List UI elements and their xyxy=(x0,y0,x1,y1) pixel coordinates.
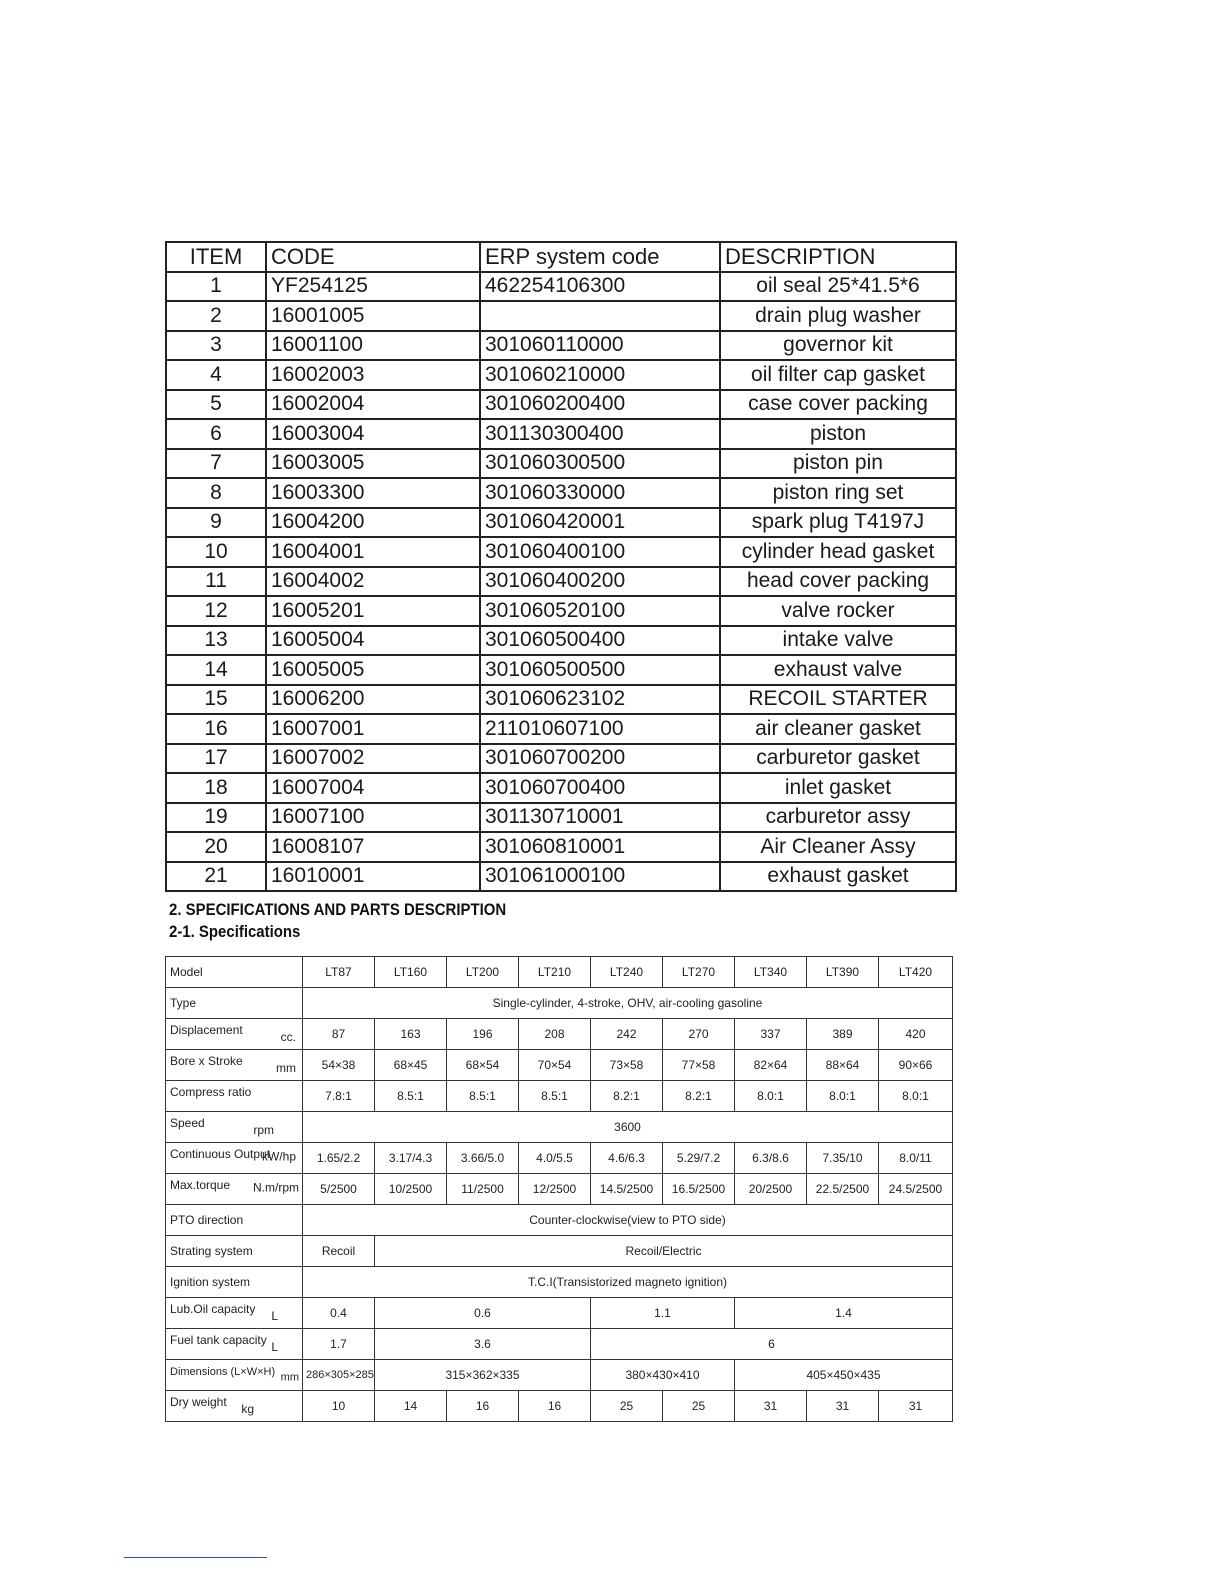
dry-weight-unit: kg xyxy=(241,1401,254,1416)
dimensions-cell: 380×430×410 xyxy=(591,1360,735,1391)
starting-system-cell: Recoil xyxy=(303,1236,375,1267)
code-cell: 16005004 xyxy=(266,626,480,656)
parts-table-header-row xyxy=(166,242,956,272)
erp-code-cell: 462254106300 xyxy=(480,272,720,302)
max-torque-cell: 22.5/2500 xyxy=(807,1174,879,1205)
code-cell: 16001005 xyxy=(266,301,480,331)
dry-weight-cell: 16 xyxy=(447,1391,519,1422)
parts-table-row xyxy=(166,832,956,862)
footnote-separator xyxy=(124,1557,267,1558)
spec-row-continuous-output xyxy=(166,1143,953,1174)
dimensions-name: Dimensions (L×W×H) xyxy=(170,1366,276,1378)
item-cell: 11 xyxy=(166,567,266,597)
dry-weight-label xyxy=(166,1391,303,1422)
description-cell: valve rocker xyxy=(720,596,956,626)
item-cell: 19 xyxy=(166,803,266,833)
fuel-tank-cell: 1.7 xyxy=(303,1329,375,1360)
bore-stroke-cell: 88×64 xyxy=(807,1050,879,1081)
bore-stroke-cell: 70×54 xyxy=(519,1050,591,1081)
lub-oil-cell: 1.1 xyxy=(591,1298,735,1329)
code-cell: 16007001 xyxy=(266,714,480,744)
dimensions-cell: 286×305×285 xyxy=(303,1360,375,1391)
spec-row-type xyxy=(166,988,953,1019)
code-cell: 16008107 xyxy=(266,832,480,862)
model-cell: LT240 xyxy=(591,957,663,988)
ignition-system-value: T.C.I(Transistorized magneto ignition) xyxy=(303,1267,953,1298)
spec-row-displacement xyxy=(166,1019,953,1050)
parts-table-row xyxy=(166,714,956,744)
compress-ratio-cell: 8.0:1 xyxy=(807,1081,879,1112)
type-value: Single-cylinder, 4-stroke, OHV, air-cooling gasoline xyxy=(303,988,953,1019)
description-cell: spark plug T4197J xyxy=(720,508,956,538)
parts-table-row xyxy=(166,508,956,538)
parts-table-row xyxy=(166,744,956,774)
erp-code-cell: 301060700400 xyxy=(480,773,720,803)
pto-direction-label: PTO direction xyxy=(166,1205,303,1236)
item-cell: 21 xyxy=(166,862,266,892)
description-cell: oil seal 25*41.5*6 xyxy=(720,272,956,302)
lub-oil-name: Lub.Oil capacity xyxy=(170,1302,256,1316)
parts-table-row xyxy=(166,685,956,715)
item-cell: 3 xyxy=(166,331,266,361)
continuous-output-label xyxy=(166,1143,303,1174)
starting-system-label: Strating system xyxy=(166,1236,303,1267)
spec-row-pto-direction xyxy=(166,1205,953,1236)
model-cell: LT340 xyxy=(735,957,807,988)
description-cell: cylinder head gasket xyxy=(720,537,956,567)
dry-weight-cell: 16 xyxy=(519,1391,591,1422)
fuel-tank-unit: L xyxy=(271,1339,278,1354)
item-cell: 16 xyxy=(166,714,266,744)
continuous-output-cell: 3.66/5.0 xyxy=(447,1143,519,1174)
max-torque-cell: 11/2500 xyxy=(447,1174,519,1205)
erp-code-cell xyxy=(480,301,720,331)
item-cell: 15 xyxy=(166,685,266,715)
dimensions-cell: 315×362×335 xyxy=(375,1360,591,1391)
code-cell: 16003004 xyxy=(266,419,480,449)
erp-code-cell: 301060200400 xyxy=(480,390,720,420)
max-torque-cell: 12/2500 xyxy=(519,1174,591,1205)
parts-table-row xyxy=(166,862,956,892)
item-cell: 12 xyxy=(166,596,266,626)
item-cell: 9 xyxy=(166,508,266,538)
spec-row-bore-stroke xyxy=(166,1050,953,1081)
header-item: ITEM xyxy=(166,242,266,272)
erp-code-cell: 301060520100 xyxy=(480,596,720,626)
erp-code-cell: 301060400100 xyxy=(480,537,720,567)
continuous-output-cell: 8.0/11 xyxy=(879,1143,953,1174)
model-cell: LT87 xyxy=(303,957,375,988)
erp-code-cell: 301130710001 xyxy=(480,803,720,833)
compress-ratio-cell: 8.0:1 xyxy=(879,1081,953,1112)
fuel-tank-cell: 3.6 xyxy=(375,1329,591,1360)
specifications-table xyxy=(165,956,953,1422)
code-cell: 16003005 xyxy=(266,449,480,479)
displacement-cell: 163 xyxy=(375,1019,447,1050)
code-cell: 16002003 xyxy=(266,360,480,390)
max-torque-unit: N.m/rpm xyxy=(253,1180,299,1195)
description-cell: air cleaner gasket xyxy=(720,714,956,744)
spec-row-dimensions xyxy=(166,1360,953,1391)
item-cell: 4 xyxy=(166,360,266,390)
erp-code-cell: 301060110000 xyxy=(480,331,720,361)
code-cell: 16001100 xyxy=(266,331,480,361)
compress-ratio-cell: 8.2:1 xyxy=(591,1081,663,1112)
parts-table-row xyxy=(166,655,956,685)
item-cell: 1 xyxy=(166,272,266,302)
speed-name: Speed xyxy=(170,1116,205,1130)
code-cell: 16005005 xyxy=(266,655,480,685)
lub-oil-label xyxy=(166,1298,303,1329)
dimensions-unit: mm xyxy=(280,1371,299,1384)
description-cell: piston ring set xyxy=(720,478,956,508)
erp-code-cell: 301060400200 xyxy=(480,567,720,597)
compress-ratio-cell: 8.0:1 xyxy=(735,1081,807,1112)
erp-code-cell: 301060420001 xyxy=(480,508,720,538)
fuel-tank-label xyxy=(166,1329,303,1360)
header-erp-code: ERP system code xyxy=(480,242,720,272)
displacement-label xyxy=(166,1019,303,1050)
item-cell: 18 xyxy=(166,773,266,803)
item-cell: 13 xyxy=(166,626,266,656)
description-cell: governor kit xyxy=(720,331,956,361)
compress-ratio-cell: 7.8:1 xyxy=(303,1081,375,1112)
description-cell: carburetor gasket xyxy=(720,744,956,774)
description-cell: carburetor assy xyxy=(720,803,956,833)
compress-ratio-cell: 8.2:1 xyxy=(663,1081,735,1112)
code-cell: 16006200 xyxy=(266,685,480,715)
header-code: CODE xyxy=(266,242,480,272)
description-cell: piston xyxy=(720,419,956,449)
dimensions-cell: 405×450×435 xyxy=(735,1360,953,1391)
displacement-cell: 208 xyxy=(519,1019,591,1050)
bore-stroke-label xyxy=(166,1050,303,1081)
erp-code-cell: 301061000100 xyxy=(480,862,720,892)
dry-weight-cell: 31 xyxy=(807,1391,879,1422)
compress-ratio-cell: 8.5:1 xyxy=(375,1081,447,1112)
parts-table-row xyxy=(166,596,956,626)
model-cell: LT200 xyxy=(447,957,519,988)
bore-stroke-unit: mm xyxy=(276,1060,296,1075)
code-cell: 16007004 xyxy=(266,773,480,803)
dry-weight-name: Dry weight xyxy=(170,1395,227,1409)
spec-row-model xyxy=(166,957,953,988)
description-cell: RECOIL STARTER xyxy=(720,685,956,715)
parts-table-row xyxy=(166,331,956,361)
description-cell: case cover packing xyxy=(720,390,956,420)
description-cell: intake valve xyxy=(720,626,956,656)
displacement-cell: 420 xyxy=(879,1019,953,1050)
spec-row-fuel-tank xyxy=(166,1329,953,1360)
continuous-output-cell: 1.65/2.2 xyxy=(303,1143,375,1174)
displacement-cell: 196 xyxy=(447,1019,519,1050)
parts-table-row xyxy=(166,803,956,833)
max-torque-name: Max.torque xyxy=(170,1178,231,1192)
model-cell: LT270 xyxy=(663,957,735,988)
max-torque-cell: 14.5/2500 xyxy=(591,1174,663,1205)
dry-weight-cell: 31 xyxy=(735,1391,807,1422)
compress-ratio-cell: 8.5:1 xyxy=(519,1081,591,1112)
parts-table-row xyxy=(166,390,956,420)
parts-table-row xyxy=(166,449,956,479)
fuel-tank-name: Fuel tank capacity xyxy=(170,1333,267,1347)
item-cell: 2 xyxy=(166,301,266,331)
spec-row-max-torque xyxy=(166,1174,953,1205)
parts-table-row xyxy=(166,567,956,597)
spec-row-speed xyxy=(166,1112,953,1143)
erp-code-cell: 301060300500 xyxy=(480,449,720,479)
bore-stroke-cell: 90×66 xyxy=(879,1050,953,1081)
parts-table-body xyxy=(166,272,956,892)
bore-stroke-name: Bore x Stroke xyxy=(170,1054,243,1068)
erp-code-cell: 301060810001 xyxy=(480,832,720,862)
code-cell: 16005201 xyxy=(266,596,480,626)
description-cell: inlet gasket xyxy=(720,773,956,803)
description-cell: exhaust valve xyxy=(720,655,956,685)
dry-weight-cell: 10 xyxy=(303,1391,375,1422)
parts-table-row xyxy=(166,419,956,449)
item-cell: 14 xyxy=(166,655,266,685)
bore-stroke-cell: 73×58 xyxy=(591,1050,663,1081)
dry-weight-cell: 14 xyxy=(375,1391,447,1422)
parts-table-row xyxy=(166,478,956,508)
compress-ratio-name: Compress ratio xyxy=(170,1085,252,1099)
code-cell: 16003300 xyxy=(266,478,480,508)
displacement-cell: 87 xyxy=(303,1019,375,1050)
bore-stroke-cell: 82×64 xyxy=(735,1050,807,1081)
description-cell: oil filter cap gasket xyxy=(720,360,956,390)
item-cell: 7 xyxy=(166,449,266,479)
subsection-heading: 2-1. Specifications xyxy=(169,922,301,941)
code-cell: 16002004 xyxy=(266,390,480,420)
displacement-cell: 337 xyxy=(735,1019,807,1050)
code-cell: 16010001 xyxy=(266,862,480,892)
code-cell: 16004200 xyxy=(266,508,480,538)
max-torque-cell: 20/2500 xyxy=(735,1174,807,1205)
max-torque-cell: 5/2500 xyxy=(303,1174,375,1205)
type-label: Type xyxy=(166,988,303,1019)
code-cell: 16007002 xyxy=(266,744,480,774)
description-cell: exhaust gasket xyxy=(720,862,956,892)
spec-row-starting-system xyxy=(166,1236,953,1267)
erp-code-cell: 301060500500 xyxy=(480,655,720,685)
continuous-output-name: Continuous Output xyxy=(170,1147,271,1161)
continuous-output-cell: 7.35/10 xyxy=(807,1143,879,1174)
item-cell: 17 xyxy=(166,744,266,774)
displacement-cell: 389 xyxy=(807,1019,879,1050)
erp-code-cell: 301060500400 xyxy=(480,626,720,656)
erp-code-cell: 301060330000 xyxy=(480,478,720,508)
code-cell: 16004002 xyxy=(266,567,480,597)
compress-ratio-label xyxy=(166,1081,303,1112)
bore-stroke-cell: 54×38 xyxy=(303,1050,375,1081)
bore-stroke-cell: 68×45 xyxy=(375,1050,447,1081)
parts-table-row xyxy=(166,272,956,302)
continuous-output-cell: 4.6/6.3 xyxy=(591,1143,663,1174)
parts-table xyxy=(165,241,957,892)
continuous-output-cell: 3.17/4.3 xyxy=(375,1143,447,1174)
model-cell: LT160 xyxy=(375,957,447,988)
code-cell: 16004001 xyxy=(266,537,480,567)
lub-oil-unit: L xyxy=(271,1308,278,1323)
fuel-tank-cell: 6 xyxy=(591,1329,953,1360)
spec-row-lub-oil xyxy=(166,1298,953,1329)
erp-code-cell: 301130300400 xyxy=(480,419,720,449)
item-cell: 20 xyxy=(166,832,266,862)
displacement-unit: cc. xyxy=(280,1029,296,1044)
max-torque-label xyxy=(166,1174,303,1205)
continuous-output-cell: 4.0/5.5 xyxy=(519,1143,591,1174)
parts-table-row xyxy=(166,626,956,656)
model-cell: LT390 xyxy=(807,957,879,988)
description-cell: drain plug washer xyxy=(720,301,956,331)
displacement-cell: 270 xyxy=(663,1019,735,1050)
erp-code-cell: 301060623102 xyxy=(480,685,720,715)
spec-row-ignition-system xyxy=(166,1267,953,1298)
max-torque-cell: 10/2500 xyxy=(375,1174,447,1205)
lub-oil-cell: 1.4 xyxy=(735,1298,953,1329)
item-cell: 8 xyxy=(166,478,266,508)
model-label: Model xyxy=(166,957,303,988)
speed-label xyxy=(166,1112,303,1143)
erp-code-cell: 301060210000 xyxy=(480,360,720,390)
max-torque-cell: 16.5/2500 xyxy=(663,1174,735,1205)
bore-stroke-cell: 68×54 xyxy=(447,1050,519,1081)
starting-system-cell: Recoil/Electric xyxy=(375,1236,953,1267)
dry-weight-cell: 25 xyxy=(663,1391,735,1422)
item-cell: 6 xyxy=(166,419,266,449)
code-cell: YF254125 xyxy=(266,272,480,302)
item-cell: 10 xyxy=(166,537,266,567)
displacement-name: Displacement xyxy=(170,1023,243,1037)
parts-table-row xyxy=(166,301,956,331)
dry-weight-cell: 31 xyxy=(879,1391,953,1422)
ignition-system-label: Ignition system xyxy=(166,1267,303,1298)
lub-oil-cell: 0.4 xyxy=(303,1298,375,1329)
header-description: DESCRIPTION xyxy=(720,242,956,272)
section-heading: 2. SPECIFICATIONS AND PARTS DESCRIPTION xyxy=(169,900,507,919)
displacement-cell: 242 xyxy=(591,1019,663,1050)
parts-table-row xyxy=(166,537,956,567)
speed-unit: rpm xyxy=(253,1122,274,1137)
erp-code-cell: 211010607100 xyxy=(480,714,720,744)
continuous-output-cell: 5.29/7.2 xyxy=(663,1143,735,1174)
continuous-output-cell: 6.3/8.6 xyxy=(735,1143,807,1174)
pto-direction-value: Counter-clockwise(view to PTO side) xyxy=(303,1205,953,1236)
parts-table-row xyxy=(166,360,956,390)
code-cell: 16007100 xyxy=(266,803,480,833)
lub-oil-cell: 0.6 xyxy=(375,1298,591,1329)
description-cell: piston pin xyxy=(720,449,956,479)
model-cell: LT210 xyxy=(519,957,591,988)
spec-row-compress-ratio xyxy=(166,1081,953,1112)
description-cell: head cover packing xyxy=(720,567,956,597)
continuous-output-unit: kW/hp xyxy=(261,1149,296,1164)
item-cell: 5 xyxy=(166,390,266,420)
bore-stroke-cell: 77×58 xyxy=(663,1050,735,1081)
description-cell: Air Cleaner Assy xyxy=(720,832,956,862)
dry-weight-cell: 25 xyxy=(591,1391,663,1422)
speed-value: 3600 xyxy=(303,1112,953,1143)
parts-table-row xyxy=(166,773,956,803)
erp-code-cell: 301060700200 xyxy=(480,744,720,774)
dimensions-label xyxy=(166,1360,303,1391)
spec-row-dry-weight xyxy=(166,1391,953,1422)
compress-ratio-cell: 8.5:1 xyxy=(447,1081,519,1112)
max-torque-cell: 24.5/2500 xyxy=(879,1174,953,1205)
model-cell: LT420 xyxy=(879,957,953,988)
